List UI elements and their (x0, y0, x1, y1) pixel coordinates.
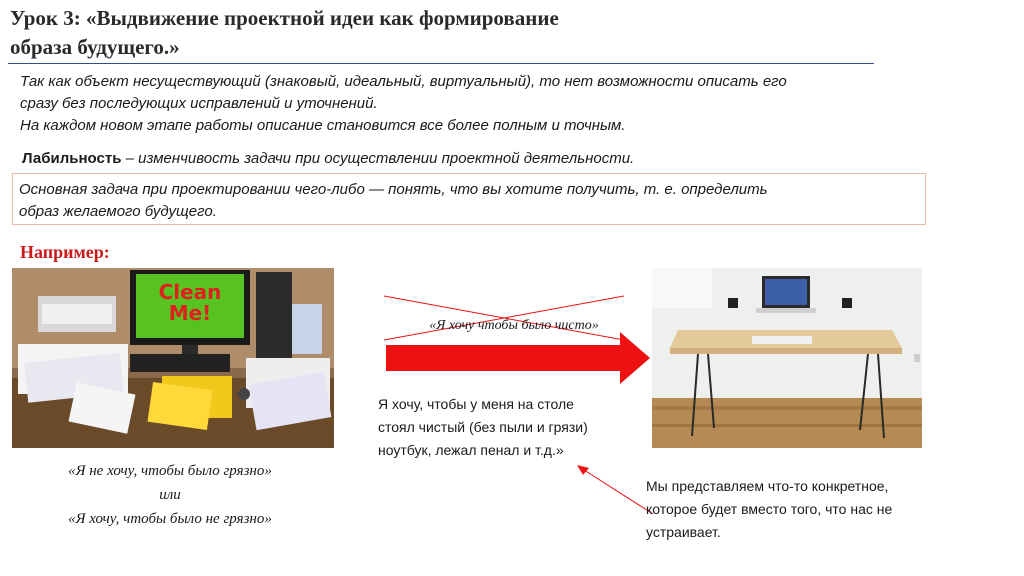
intro-line2: сразу без последующих исправлений и уточнений. (20, 95, 378, 112)
left-caption-line1: «Я не хочу, чтобы было грязно» (68, 463, 272, 479)
lability-term: Лабильность (22, 150, 122, 167)
wish-line1: Я хочу, чтобы у меня на столе (378, 396, 574, 412)
crossed-out-quote: «Я хочу чтобы было чисто» (429, 318, 599, 333)
left-caption (20, 459, 320, 531)
left-caption-line2: или (159, 487, 181, 503)
clean-desk-photo (652, 268, 922, 448)
intro-line1: Так как объект несуществующий (знаковый, идеальный, виртуальный), то нет возможности описать его (20, 73, 787, 90)
example-heading: Например: (20, 242, 110, 262)
big-red-arrow (386, 332, 650, 384)
monitor-text-me: Me! (168, 301, 212, 325)
lability-definition (22, 149, 982, 169)
task-line2: образ желаемого будущего. (19, 203, 217, 220)
wish-line2: стоял чистый (без пыли и грязи) (378, 419, 588, 435)
wish-line3: ноутбук, лежал пенал и т.д.» (378, 442, 564, 458)
left-caption-line3: «Я хочу, чтобы было не грязно» (68, 511, 272, 527)
concrete-note (646, 475, 966, 544)
slide-title (10, 4, 890, 62)
task-line1: Основная задача при проектировании чего-либо — понять, что вы хотите получить, т. е. определить (19, 181, 768, 198)
intro-paragraph (20, 71, 980, 137)
lability-text: – изменчивость задачи при осуществлении проектной деятельности. (121, 150, 635, 167)
title-underline (8, 63, 874, 64)
slide-title-line2: образа будущего.» (10, 35, 180, 59)
note-line3: устраивает. (646, 524, 721, 540)
main-task-box (12, 173, 926, 225)
messy-desk-photo (12, 268, 334, 448)
intro-line3: На каждом новом этапе работы описание становится все более полным и точным. (20, 117, 626, 134)
note-line2: которое будет вместо того, что нас не (646, 501, 893, 517)
slide-title-line1: Урок 3: «Выдвижение проектной идеи как формирование (10, 6, 559, 30)
note-line1: Мы представляем что-то конкретное, (646, 478, 889, 494)
monitor-text-clean: Clean (158, 280, 222, 304)
small-pointer-arrow (575, 464, 655, 516)
wish-description (378, 393, 648, 462)
